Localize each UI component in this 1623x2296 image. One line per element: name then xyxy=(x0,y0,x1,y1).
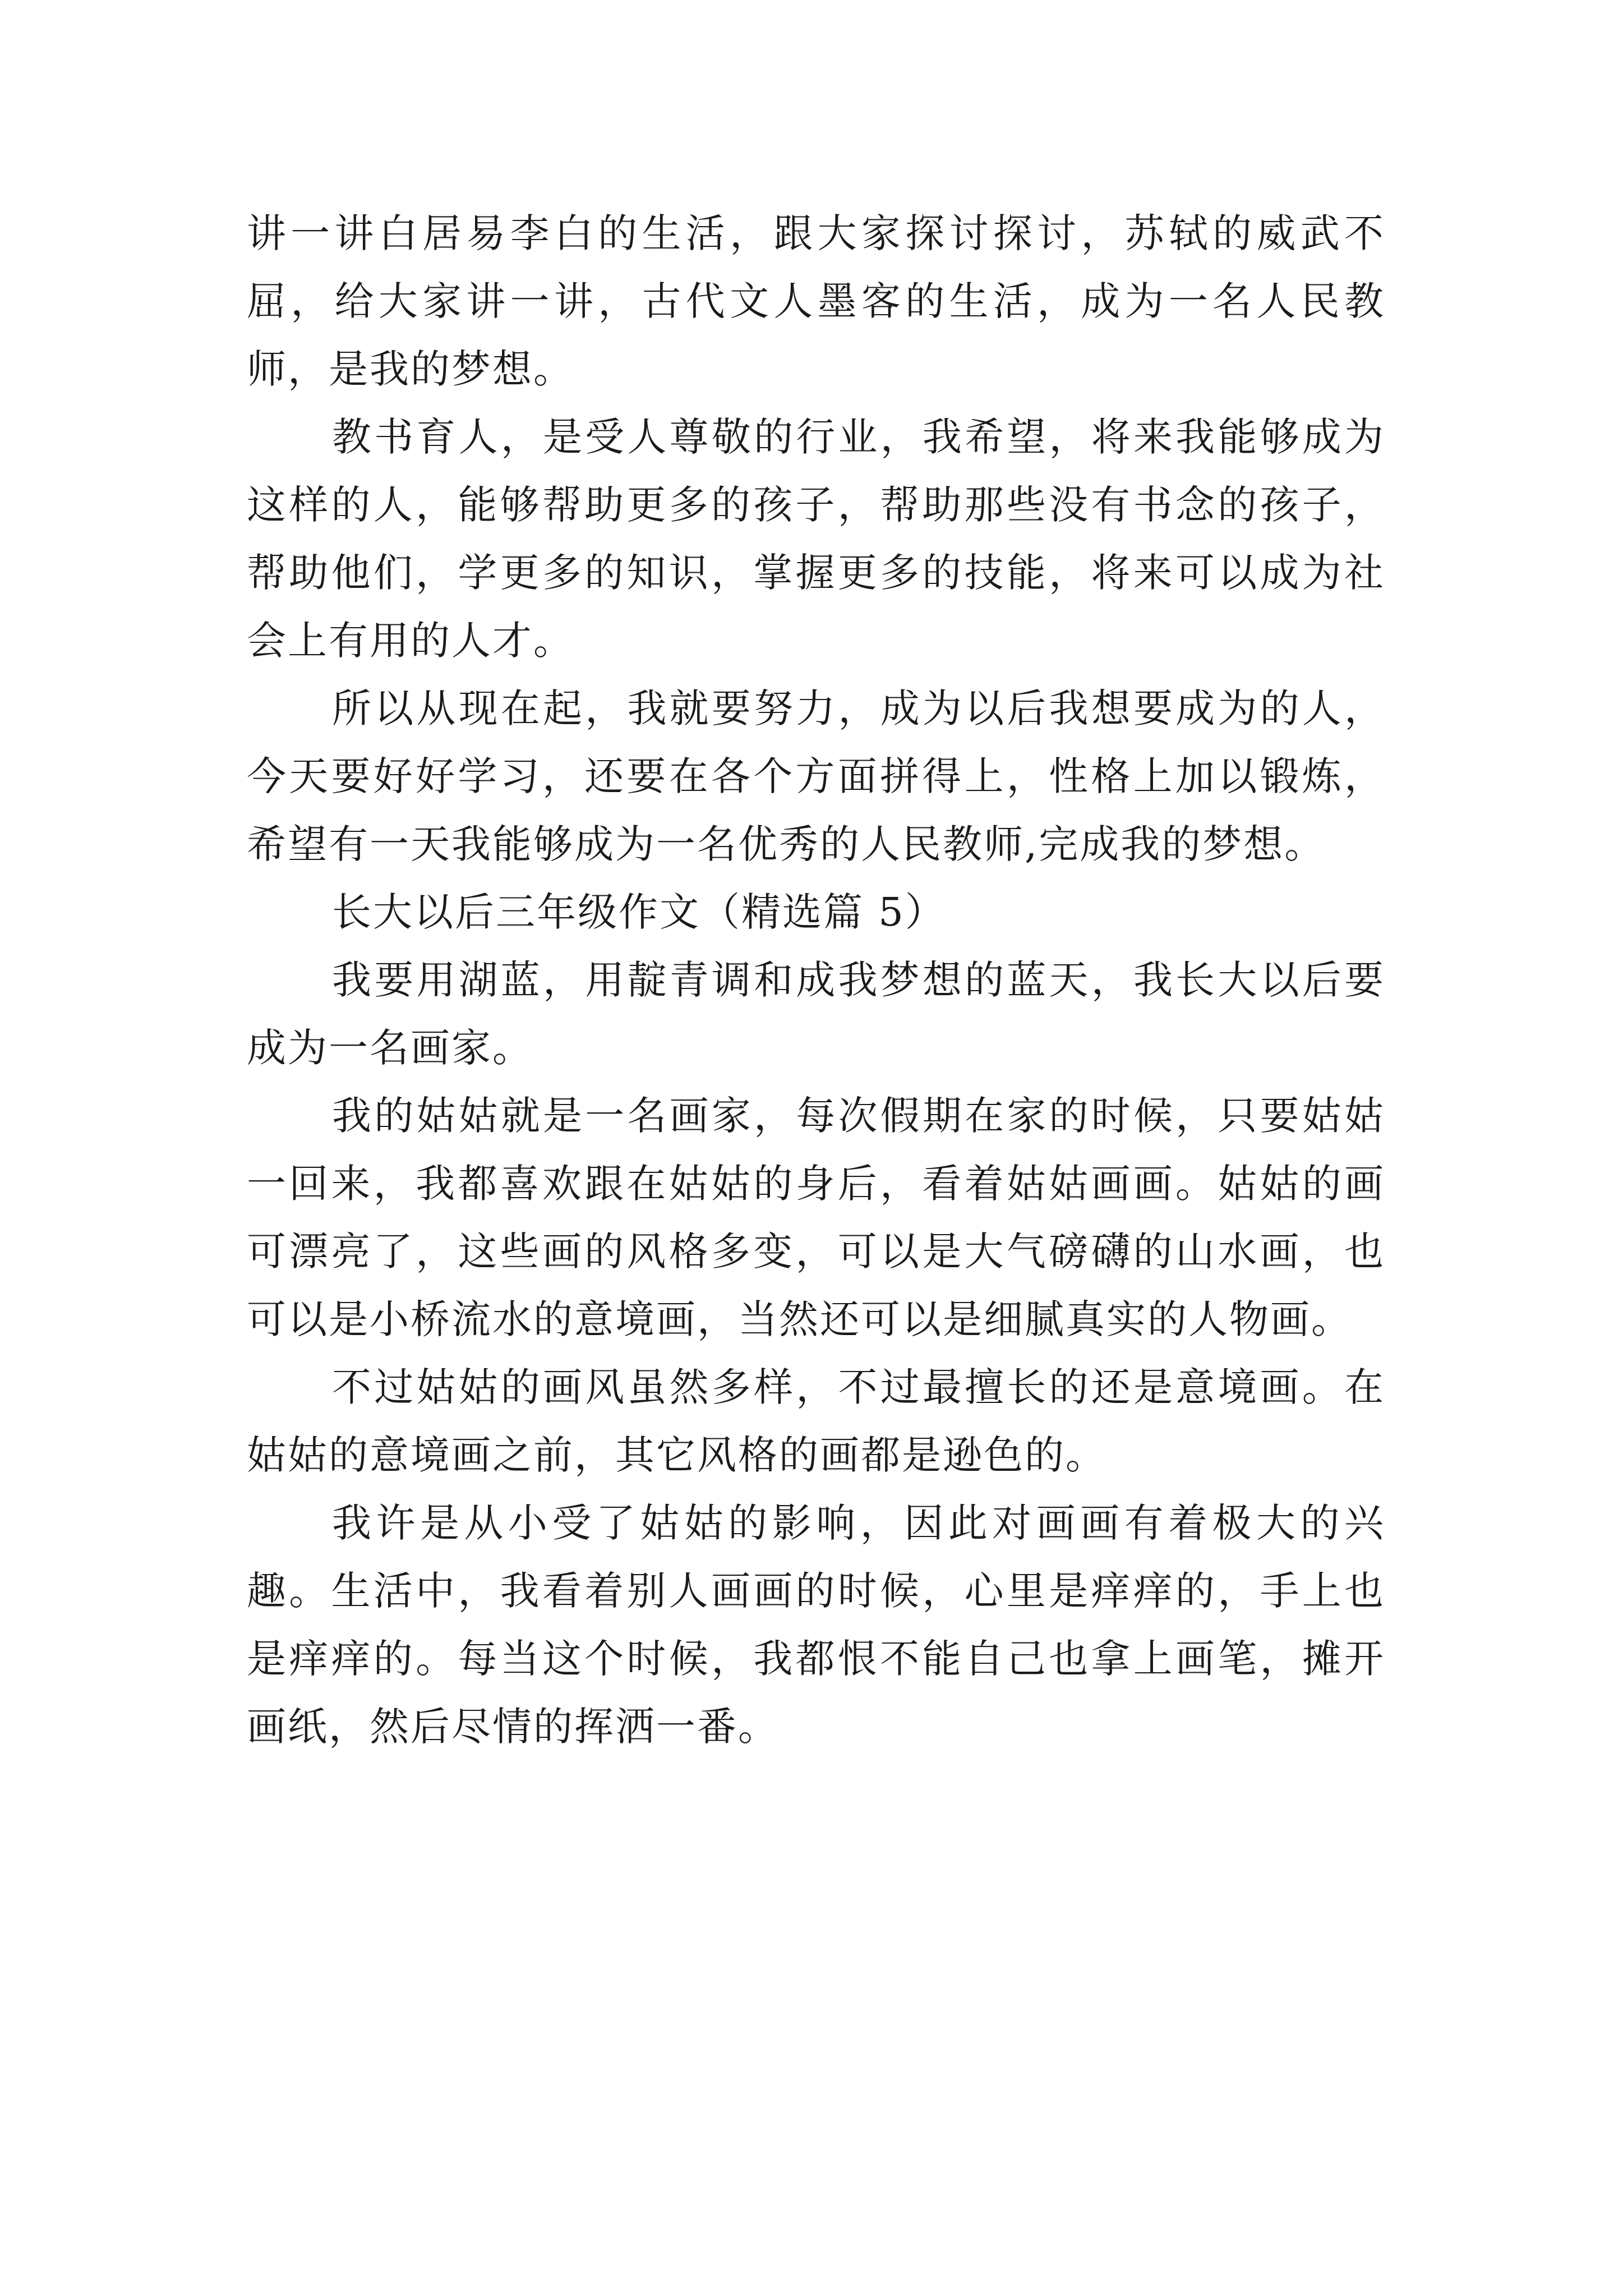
paragraph: 我许是从小受了姑姑的影响，因此对画画有着极大的兴趣。生活中，我看着别人画画的时候，心里是痒痒的，手上也是痒痒的。每当这个时候，我都恨不能自己也拿上画笔，摊开画纸，然后尽情的挥洒一番。 xyxy=(247,1500,1385,1750)
body-text xyxy=(247,200,1385,1761)
paragraph: 所以从现在起，我就要努力，成为以后我想要成为的人，今天要好好学习，还要在各个方面拼得上，性格上加以锻炼，希望有一天我能够成为一名优秀的人民教师,完成我的梦想。 xyxy=(247,685,1385,867)
section-heading: 长大以后三年级作文（精选篇 5） xyxy=(332,889,946,935)
paragraph: 我要用湖蓝，用靛青调和成我梦想的蓝天，我长大以后要成为一名画家。 xyxy=(247,957,1385,1071)
paragraph: 不过姑姑的画风虽然多样，不过最擅长的还是意境画。在姑姑的意境画之前，其它风格的画都是逊色的。 xyxy=(247,1364,1385,1478)
paragraph: 我的姑姑就是一名画家，每次假期在家的时候，只要姑姑一回来，我都喜欢跟在姑姑的身后，看着姑姑画画。姑姑的画可漂亮了，这些画的风格多变，可以是大气磅礴的山水画，也可以是小桥流水的意境画，当然还可以是细腻真实的人物画。 xyxy=(247,1093,1385,1342)
paragraph: 教书育人，是受人尊敬的行业，我希望，将来我能够成为这样的人，能够帮助更多的孩子，帮助那些没有书念的孩子，帮助他们，学更多的知识，掌握更多的技能，将来可以成为社会上有用的人才。 xyxy=(247,414,1385,664)
paragraph: 讲一讲白居易李白的生活，跟大家探讨探讨，苏轼的威武不屈，给大家讲一讲，古代文人墨客的生活，成为一名人民教师，是我的梦想。 xyxy=(247,210,1385,392)
